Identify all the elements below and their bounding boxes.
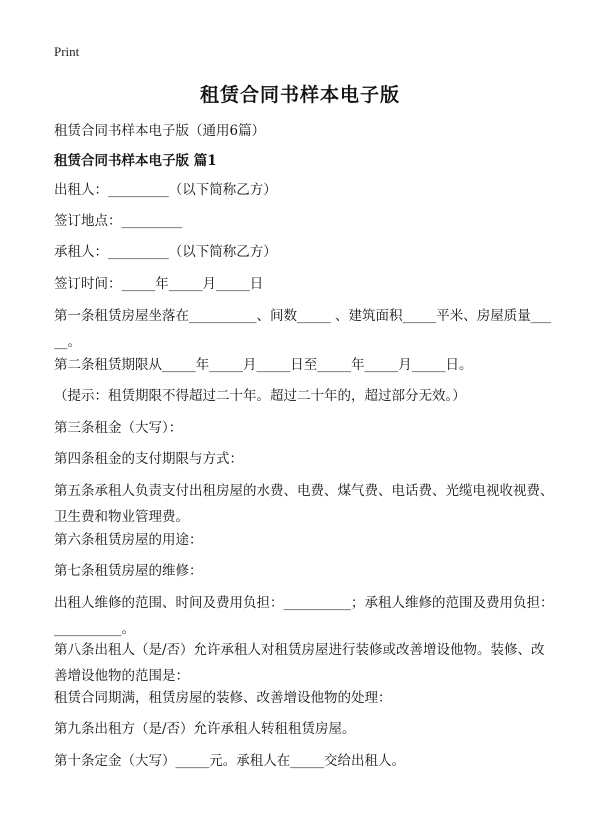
paragraph-repair: 出租人维修的范围、时间及费用负担：__________；承租人维修的范围及费用负担：__________。 [54,595,554,637]
paragraph-article-2: 第二条租赁期限从_____年_____月_____日至_____年_____月_____日。 [54,357,473,373]
paragraph-article-8: 第八条出租人（是/否）允许承租人对租赁房屋进行装修或改善增设他物。装修、改善增设他物的范围是： [54,642,545,684]
paragraph-article-7: 第七条租赁房屋的维修： [54,563,203,579]
document-title: 租赁合同书样本电子版 [199,84,400,106]
paragraph-lessee: 承租人：_________（以下简称乙方） [54,244,277,260]
paragraph-article-6: 第六条租赁房屋的用途： [54,532,203,548]
paragraph-article-1: 第一条租赁房屋坐落在__________、间数_____ 、建筑面积_____平米、房屋质量_____。 [54,308,552,350]
paragraph-article-9: 第九条出租方（是/否）允许承租人转租租赁房屋。 [54,721,356,737]
paragraph-article-10: 第十条定金（大写）_____元。承租人在_____交给出租人。 [54,753,405,769]
paragraph-sign-time: 签订时间：_____年_____月_____日 [54,276,264,292]
section-heading: 租赁合同书样本电子版 篇1 [54,153,217,169]
paragraph-hint: （提示：租赁期限不得超过二十年。超过二十年的，超过部分无效。） [54,388,466,404]
paragraph-sign-place: 签订地点：_________ [54,213,183,229]
paragraph-article-4: 第四条租金的支付期限与方式： [54,451,243,467]
paragraph-lessor: 出租人：_________（以下简称乙方） [54,182,277,198]
paragraph-article-5: 第五条承租人负责支付出租房屋的水费、电费、煤气费、电话费、光缆电视收视费、卫生费和物业管理费。 [54,483,554,525]
paragraph-expiry: 租赁合同期满，租赁房屋的装修、改善增设他物的处理： [54,690,392,706]
document-subtitle: 租赁合同书样本电子版（通用6篇） [54,123,266,139]
paragraph-article-3: 第三条租金（大写）： [54,420,183,436]
print-label[interactable]: Print [54,44,80,59]
